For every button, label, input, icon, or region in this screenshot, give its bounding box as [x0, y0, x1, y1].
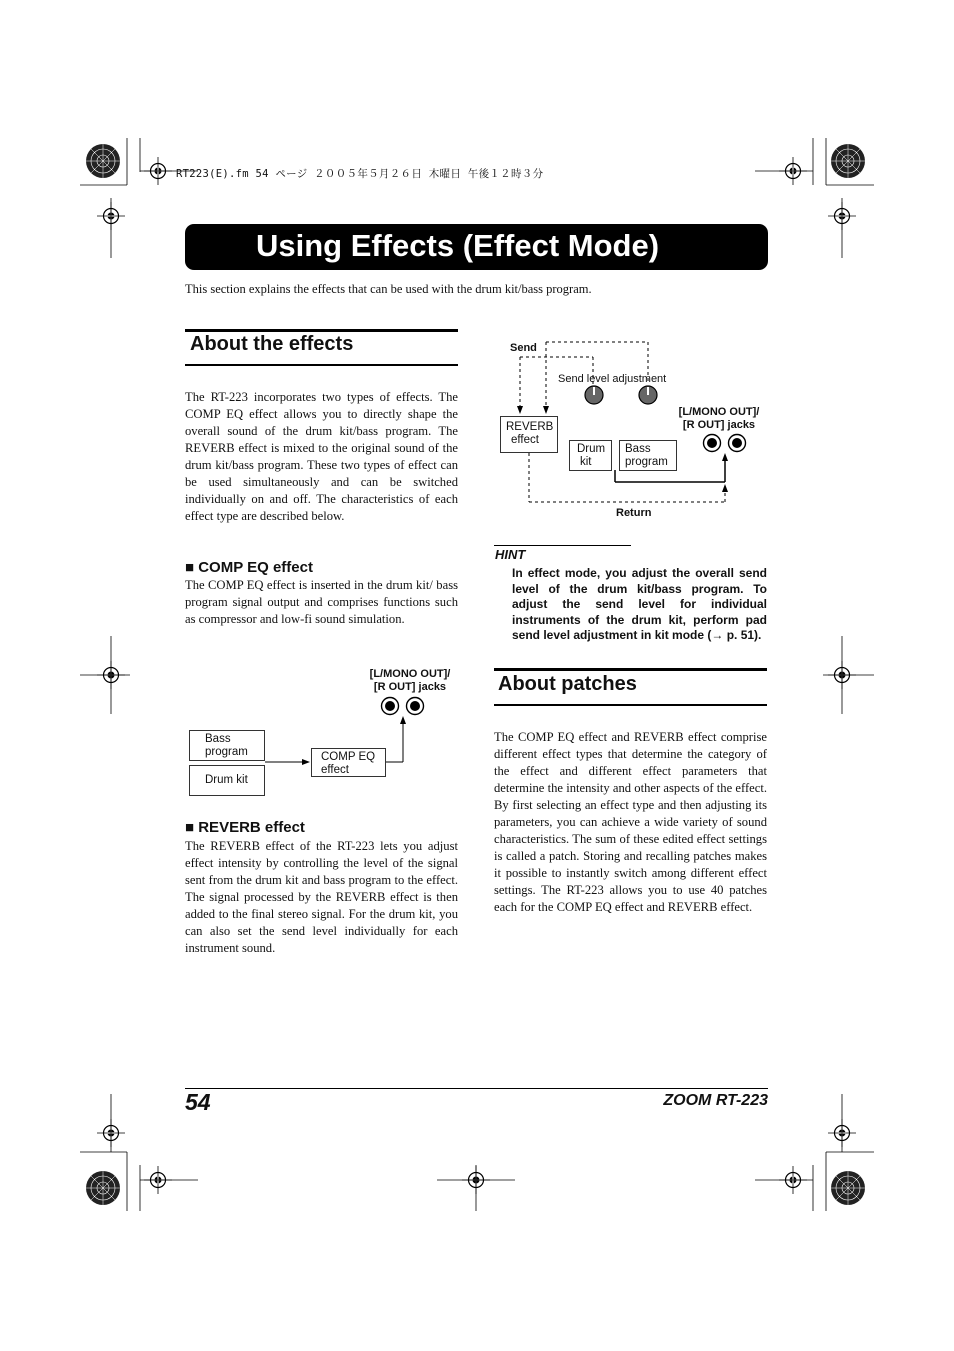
section-heading-effects: About the effects [190, 333, 354, 355]
send-label: Send [510, 342, 537, 354]
hint-body: In effect mode, you adjust the overall send level of the drum kit/bass program. To adjust the send level for individual instruments of the drum kit, perform pad send level adjustment in kit mode (→ p. 51). [512, 566, 767, 643]
bass-program-box: Bass program [619, 440, 677, 471]
send-level-label: Send level adjustment [558, 373, 667, 385]
intro-text: This section explains the effects that can be used with the drum kit/bass program. [185, 282, 592, 296]
return-label: Return [616, 507, 652, 519]
reverb-heading: ■ REVERB effect [185, 819, 305, 836]
reverb-diagram-jacks-label: [L/MONO OUT]/ [R OUT] jacks [678, 406, 760, 431]
reverb-body: The REVERB effect of the RT-223 lets you adjust effect intensity by controlling the level of the signal sent from the drum kit and bass program to the effect. The signal processed by the REVERB effect is then added to the final stereo signal. For the drum kit, you can also set the send level individually for each instrument sound. [185, 839, 458, 955]
comp-diagram-jacks-label: [L/MONO OUT]/ [R OUT] jacks [369, 668, 451, 693]
reverb-effect-box: REVERB effect [500, 416, 558, 453]
registration-mark-icon [86, 1171, 120, 1205]
drum-kit-box: Drum kit [189, 765, 265, 796]
section-rule-top [494, 668, 767, 671]
comp-eq-box: COMP EQ effect [311, 748, 386, 777]
effects-body: The RT-223 incorporates two types of effects. The COMP EQ effect allows you to directly shape the overall sound of the drum kit/bass program. The REVERB effect is mixed to the original sound of the drum kit/bass program. These two types of effect can be used simultaneously and can be switched individually on and off. The characteristics of each effect type are described below. [185, 390, 458, 523]
hint-rule [494, 545, 631, 546]
registration-mark-icon [831, 1171, 865, 1205]
registration-mark-icon [831, 144, 865, 178]
registration-mark-icon [86, 144, 120, 178]
section-heading-patches: About patches [498, 673, 637, 695]
comp-eq-body: The COMP EQ effect is inserted in the drum kit/ bass program signal output and comprises functions such as compressor and low-fi sound simulation. [185, 578, 458, 626]
page-number: 54 [185, 1089, 211, 1115]
comp-eq-heading: ■ COMP EQ effect [185, 559, 313, 576]
hint-label: HINT [495, 547, 526, 562]
section-rule-bottom [494, 704, 767, 706]
section-rule-top [185, 329, 458, 332]
section-rule-bottom [185, 364, 458, 366]
drum-kit-box: Drum kit [569, 440, 612, 471]
footer-rule [185, 1088, 768, 1089]
bass-program-box: Bass program [189, 730, 265, 761]
model-name: ZOOM RT-223 [663, 1092, 768, 1109]
page-title: Using Effects (Effect Mode) [256, 228, 660, 263]
print-header: RT223(E).fm 54 ページ ２００５年５月２６日 木曜日 午後１２時３分 [176, 168, 544, 180]
patches-body: The COMP EQ effect and REVERB effect comprise different effect types that determine the category of the effect and different effect parameters that determine the intensity and other aspects of the effect. By first selecting an effect type and then adjusting its parameters, you can achieve a wide variety of sound characteristics. The sum of these edited effect settings is called a patch. Storing and recalling patches makes it possible to instantly switch among different effect settings. The RT-223 allows you to use 40 patches each for the COMP EQ effect and REVERB effect. [494, 730, 767, 914]
